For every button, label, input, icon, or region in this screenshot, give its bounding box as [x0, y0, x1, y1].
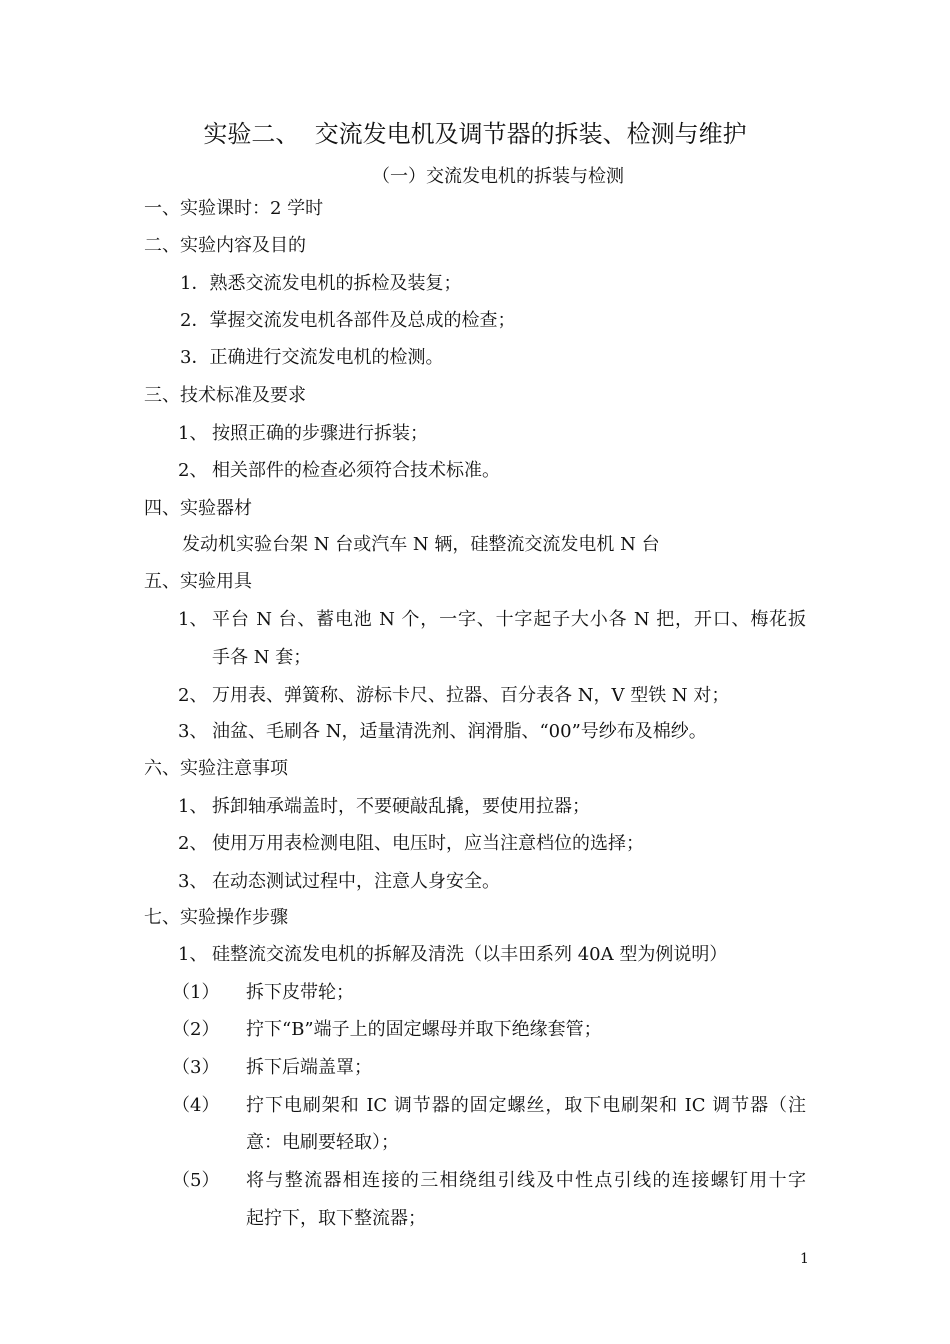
list-item: 2．掌握交流发电机各部件及总成的检查； — [180, 310, 516, 331]
list-item-number: 2、 — [178, 460, 208, 481]
list-item-number: 1、 — [178, 944, 208, 965]
list-item-continuation: 手各 N 套； — [212, 647, 312, 668]
section-heading-4: 四、实验器材 — [144, 498, 252, 519]
section-heading-7: 七、实验操作步骤 — [144, 907, 288, 928]
list-item: 平台 N 台、蓄电池 N 个，一字、十字起子大小各 N 把，开口、梅花扳 — [212, 609, 806, 630]
list-item: 1．熟悉交流发电机的拆检及装复； — [180, 273, 462, 294]
list-item: 拆卸轴承端盖时，不要硬敲乱撬，要使用拉器； — [212, 796, 590, 817]
step-number: （1） — [172, 982, 220, 1003]
step-text: 拆下后端盖罩； — [246, 1057, 372, 1078]
list-item-number: 3、 — [178, 721, 208, 742]
step-number: （4） — [172, 1095, 220, 1116]
list-item-number: 1、 — [178, 609, 208, 630]
list-item-number: 3、 — [178, 871, 208, 892]
page-subtitle: （一）交流发电机的拆装与检测 — [372, 166, 624, 187]
list-item: 在动态测试过程中，注意人身安全。 — [212, 871, 500, 892]
section-heading-3: 三、技术标准及要求 — [144, 385, 306, 406]
list-item-number: 1、 — [178, 796, 208, 817]
list-item-number: 2、 — [178, 685, 208, 706]
list-item-number: 2、 — [178, 833, 208, 854]
section-heading-2: 二、实验内容及目的 — [144, 235, 306, 256]
list-item-number: 1、 — [178, 423, 208, 444]
list-item: 相关部件的检查必须符合技术标准。 — [212, 460, 500, 481]
list-item: 3．正确进行交流发电机的检测。 — [180, 347, 444, 368]
list-item: 万用表、弹簧称、游标卡尺、拉器、百分表各 N，V 型铁 N 对； — [212, 685, 730, 706]
list-item: 按照正确的步骤进行拆装； — [212, 423, 428, 444]
page-number: 1 — [800, 1251, 809, 1267]
step-text: 拧下“B”端子上的固定螺母并取下绝缘套管； — [246, 1019, 602, 1040]
step-text: 拧下电刷架和 IC 调节器的固定螺丝，取下电刷架和 IC 调节器（注 — [246, 1095, 806, 1116]
step-text: 将与整流器相连接的三相绕组引线及中性点引线的连接螺钉用十字 — [246, 1170, 806, 1191]
step-number: （2） — [172, 1019, 220, 1040]
page-title: 实验二、 交流发电机及调节器的拆装、检测与维护 — [203, 120, 747, 148]
list-item: 硅整流交流发电机的拆解及清洗（以丰田系列 40A 型为例说明） — [212, 944, 728, 965]
section-heading-5: 五、实验用具 — [144, 571, 252, 592]
step-number: （3） — [172, 1057, 220, 1078]
section-heading-1: 一、实验课时：2 学时 — [144, 198, 324, 219]
step-text-continuation: 意：电刷要轻取）； — [246, 1132, 399, 1153]
paragraph: 发动机实验台架 N 台或汽车 N 辆，硅整流交流发电机 N 台 — [182, 534, 660, 555]
list-item: 使用万用表检测电阻、电压时，应当注意档位的选择； — [212, 833, 644, 854]
step-number: （5） — [172, 1170, 220, 1191]
step-text: 拆下皮带轮； — [246, 982, 354, 1003]
list-item: 油盆、毛刷各 N，适量清洗剂、润滑脂、“00”号纱布及棉纱。 — [212, 721, 707, 742]
section-heading-6: 六、实验注意事项 — [144, 758, 288, 779]
step-text-continuation: 起拧下，取下整流器； — [246, 1208, 426, 1229]
